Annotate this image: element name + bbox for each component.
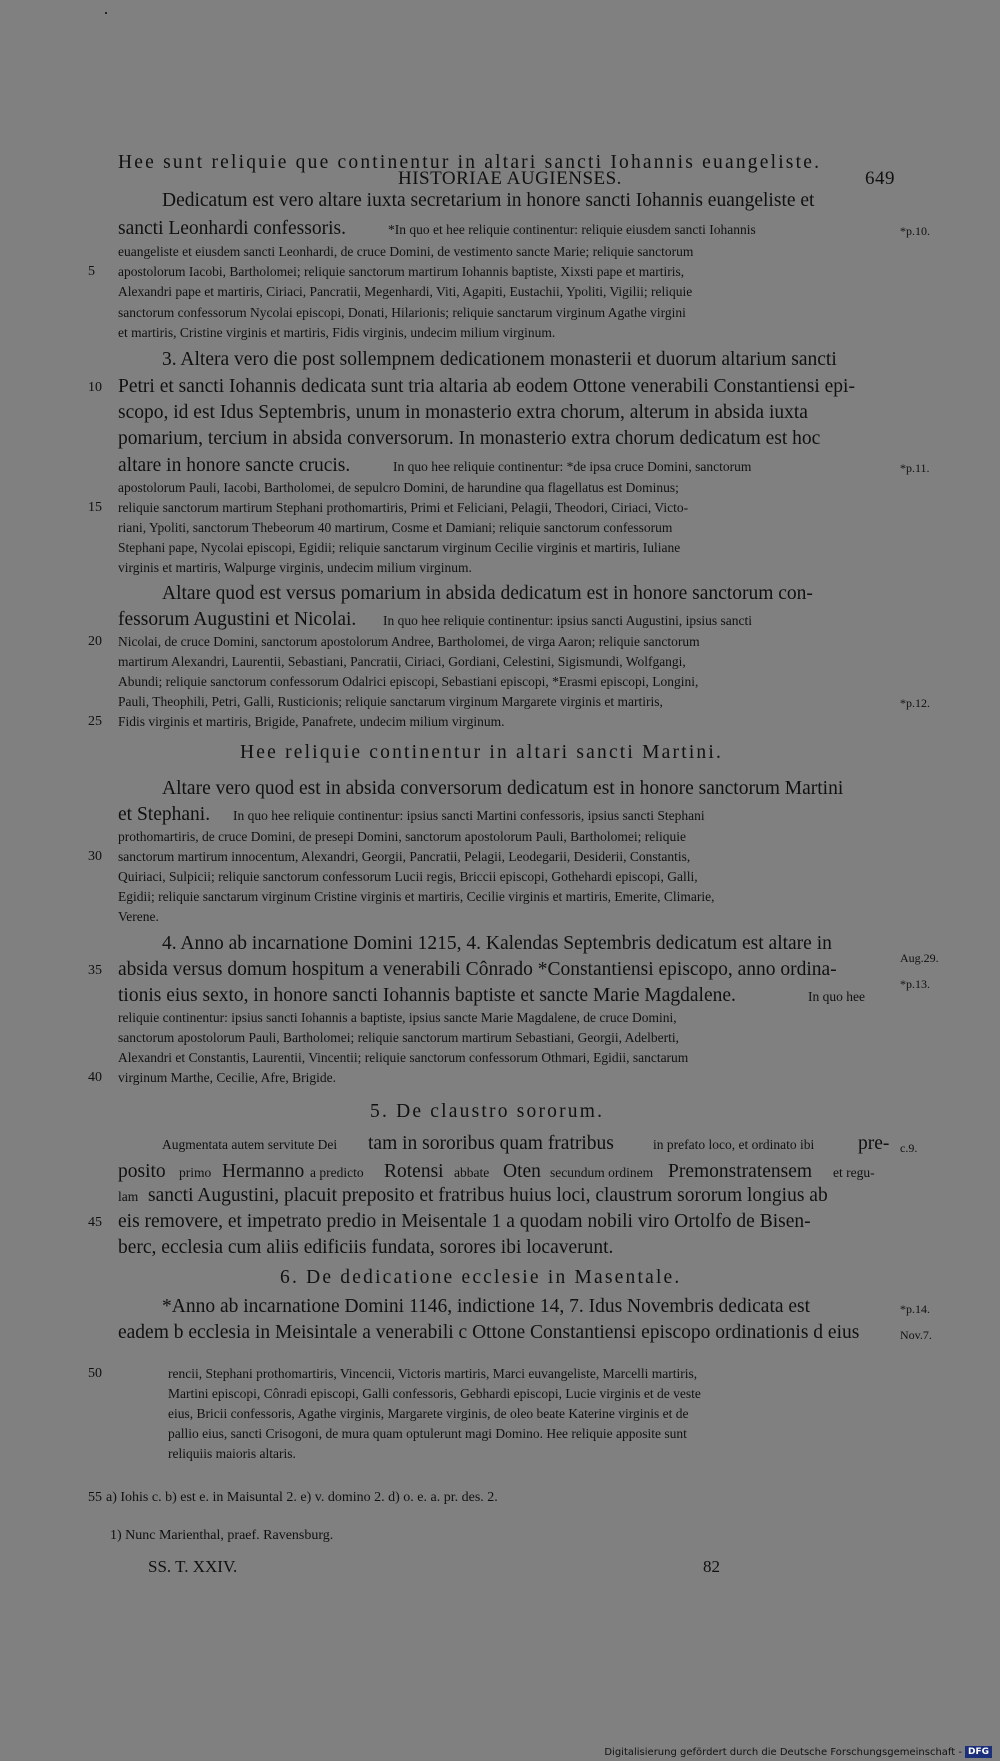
section-heading: 6. De dedicatione ecclesie in Masentale. xyxy=(280,1267,682,1288)
text-line: Verene. xyxy=(118,909,159,924)
text-line: abbate xyxy=(454,1165,490,1180)
text-line: pomarium, tercium in absida conversorum. In monasterio extra chorum dedicatum est hoc xyxy=(118,428,821,449)
text-line: In quo hee reliquie continentur: ipsius sancti Augustini, ipsius sancti xyxy=(383,613,752,628)
text-line: eius, Bricii confessoris, Agathe virginis, Margarete virginis, de oleo beate Katerine virginis et de xyxy=(168,1406,689,1421)
text-line: Alexandri pape et martiris, Ciriaci, Pancratii, Megenhardi, Viti, Agapiti, Eustachii, Ypoliti, Vigilii; reliquie xyxy=(118,284,693,299)
text-line: secundum ordinem xyxy=(550,1165,654,1180)
line-number: 45 xyxy=(88,1215,102,1230)
text-line: In quo hee xyxy=(808,989,865,1004)
text-line: In quo hee reliquie continentur: *de ipsa cruce Domini, sanctorum xyxy=(393,459,752,474)
text-line: *Anno ab incarnatione Domini 1146, indictione 14, 7. Idus Novembris dedicata est xyxy=(162,1296,811,1317)
scan-speck xyxy=(105,12,107,14)
footnote-variants-text: a) Iohis c. b) est e. in Maisuntal 2. e) v. domino 2. d) o. e. a. pr. des. 2. xyxy=(106,1490,498,1505)
text-line: sancti Leonhardi confessoris. xyxy=(118,218,346,239)
margin-note: c.9. xyxy=(900,1141,918,1155)
section-heading: Hee sunt reliquie que continentur in altari sancti Iohannis euangeliste. xyxy=(118,152,822,173)
text-line: prothomartiris, de cruce Domini, de presepi Domini, sanctorum apostolorum Pauli, Bartholomei; reliquie xyxy=(118,829,687,844)
text-line: rencii, Stephani prothomartiris, Vincencii, Victoris martiris, Marci euvangeliste, Marcelli martiris, xyxy=(168,1366,698,1381)
text-line: Dedicatum est vero altare iuxta secretarium in honore sancti Iohannis euangeliste et xyxy=(162,190,815,211)
text-line: Quiriaci, Sulpicii; reliquie sanctorum confessorum Lucii regis, Briccii episcopi, Gothehardi episcopi, Galli, xyxy=(118,869,698,884)
line-number: 40 xyxy=(88,1070,102,1085)
text-line: reliquie sanctorum martirum Stephani prothomartiris, Primi et Feliciani, Pelagii, Theodori, Ciriaci, Victo- xyxy=(118,500,689,515)
main-text xyxy=(118,0,900,1470)
text-line: Rotensi xyxy=(384,1161,444,1182)
text-line: tam in sororibus quam fratribus xyxy=(368,1133,614,1154)
text-line: eadem b ecclesia in Meisintale a venerabili c Ottone Constantiensi episcopo ordinationis d eius xyxy=(118,1322,860,1343)
text-line: reliquiis maioris altaris. xyxy=(168,1446,296,1461)
margin-note: *p.11. xyxy=(900,461,930,475)
text-line: martirum Alexandri, Laurentii, Sebastiani, Pancratii, Ciriaci, Gordiani, Celestini, Sigismundi, Wolfgangi, xyxy=(118,654,686,669)
digitization-credit xyxy=(604,1746,992,1758)
text-line: Stephani pape, Nycolai episcopi, Egidii; reliquie sanctarum virginum Cecilie virginis et martiris, Iuliane xyxy=(118,540,681,555)
text-line: sancti Augustini, placuit preposito et fratribus huius loci, claustrum sororum longius ab xyxy=(148,1185,828,1206)
footnote-1: 1) Nunc Marienthal, praef. Ravensburg. xyxy=(110,1528,334,1543)
text-line: Pauli, Theophili, Petri, Galli, Rusticionis; reliquie sanctarum virginum Margarete virginis et martiris, xyxy=(118,694,663,709)
text-line: Premonstratensem xyxy=(668,1161,813,1182)
section-heading: 5. De claustro sororum. xyxy=(370,1101,605,1122)
margin-note: *p.14. xyxy=(900,1302,930,1316)
credit-text: Digitalisierung gefördert durch die Deutsche Forschungsgemeinschaft - xyxy=(604,1746,962,1758)
text-line: et martiris, Cristine virginis et martiris, Fidis virginis, undecim milium virginum. xyxy=(118,325,556,340)
text-line: Nicolai, de cruce Domini, sanctorum apostolorum Andree, Bartholomei, de virga Aaron; reliquie sanctorum xyxy=(118,634,700,649)
line-number: 20 xyxy=(88,634,102,649)
text-line: sanctorum apostolorum Pauli, Bartholomei; reliquie sanctorum martirum Sebastiani, Georgii, Adelberti, xyxy=(118,1030,680,1045)
text-line: Alexandri et Constantis, Laurentii, Vincentii; reliquie sanctorum confessorum Othmari, Egidii, sanctarum xyxy=(118,1050,689,1065)
text-line: fessorum Augustini et Nicolai. xyxy=(118,609,357,630)
dfg-logo: DFG xyxy=(965,1746,992,1758)
text-line: berc, ecclesia cum aliis edificiis fundata, sorores ibi locaverunt. xyxy=(118,1237,614,1258)
text-line: sanctorum martirum innocentum, Alexandri, Georgii, Pancratii, Pelagii, Leodegarii, Desiderii, Constantis, xyxy=(118,849,691,864)
line-number: 5 xyxy=(88,264,95,279)
margin-note: Aug.29. xyxy=(900,951,939,965)
text-line: et regu- xyxy=(833,1165,875,1180)
text-line: Hermanno xyxy=(222,1161,305,1182)
text-line: in prefato loco, et ordinato ibi xyxy=(653,1137,815,1152)
line-number: 35 xyxy=(88,963,102,978)
text-line: Egidii; reliquie sanctarum virginum Cristine virginis et martiris, Cecilie virginis et martiris, Emerite, Climarie, xyxy=(118,889,715,904)
sheet-signature: SS. T. XXIV. xyxy=(148,1557,238,1576)
text-line: lam xyxy=(118,1189,139,1204)
text-line: sanctorum confessorum Nycolai episcopi, Donati, Hilarionis; reliquie sanctarum virginum Agathe virgini xyxy=(118,305,686,320)
line-number: 10 xyxy=(88,380,102,395)
text-line: *In quo et hee reliquie continentur: reliquie eiusdem sancti Iohannis xyxy=(388,222,756,237)
text-line: pre- xyxy=(858,1133,890,1154)
text-line: virginis et martiris, Walpurge virginis, undecim milium virginum. xyxy=(118,560,472,575)
text-line: posito xyxy=(118,1161,166,1182)
text-line: Martini episcopi, Cônradi episcopi, Galli confessoris, Gebhardi episcopi, Lucie virginis et de veste xyxy=(168,1386,701,1401)
text-line: Petri et sancti Iohannis dedicata sunt tria altaria ab eodem Ottone venerabili Constantiensi epi- xyxy=(118,376,855,397)
margin-note: *p.13. xyxy=(900,977,930,991)
line-number: 55 xyxy=(88,1490,102,1505)
text-line: riani, Ypoliti, sanctorum Thebeorum 40 martirum, Cosme et Damiani; reliquie sanctorum confessorum xyxy=(118,520,673,535)
text-line: euangeliste et eiusdem sancti Leonhardi, de cruce Domini, de vestimento sancte Marie; reliquie sanctorum xyxy=(118,244,694,259)
text-line: a predicto xyxy=(310,1165,364,1180)
text-line: altare in honore sancte crucis. xyxy=(118,455,351,476)
section-heading: Hee reliquie continentur in altari sancti Martini. xyxy=(240,742,724,763)
text-line: Altare vero quod est in absida conversorum dedicatum est in honore sanctorum Martini xyxy=(162,778,844,799)
text-line: Fidis virginis et martiris, Brigide, Panafrete, undecim milium virginum. xyxy=(118,714,505,729)
text-line: In quo hee reliquie continentur: ipsius sancti Martini confessoris, ipsius sancti Stephani xyxy=(233,808,705,823)
text-line: virginum Marthe, Cecilie, Afre, Brigide. xyxy=(118,1070,336,1085)
line-number: 15 xyxy=(88,500,102,515)
footnote-variants xyxy=(88,1490,498,1506)
text-line: Augmentata autem servitute Dei xyxy=(162,1137,338,1152)
text-line: Altare quod est versus pomarium in absida dedicatum est in honore sanctorum con- xyxy=(162,583,813,604)
text-line: apostolorum Iacobi, Bartholomei; reliquie sanctorum martirum Iohannis baptiste, Xixsti pape et martiris, xyxy=(118,264,685,279)
margin-note: Nov.7. xyxy=(900,1328,932,1342)
margin-note: *p.12. xyxy=(900,696,930,710)
text-line: tionis eius sexto, in honore sancti Iohannis baptiste et sancte Marie Magdalene. xyxy=(118,985,736,1006)
line-number: 30 xyxy=(88,849,102,864)
text-line: 3. Altera vero die post sollempnem dedicationem monasterii et duorum altarium sancti xyxy=(162,349,837,370)
text-line: eis removere, et impetrato predio in Meisentale 1 a quodam nobili viro Ortolfo de Bisen- xyxy=(118,1211,811,1232)
text-line: 4. Anno ab incarnatione Domini 1215, 4. Kalendas Septembris dedicatum est altare in xyxy=(162,933,832,954)
line-number: 50 xyxy=(88,1366,102,1381)
sheet-number: 82 xyxy=(703,1557,720,1576)
text-line: reliquie continentur: ipsius sancti Iohannis a baptiste, ipsius sancte Marie Magdalene, de cruce Domini, xyxy=(118,1010,677,1025)
page-number: 649 xyxy=(865,168,895,189)
text-line: apostolorum Pauli, Iacobi, Bartholomei, de sepulcro Domini, de harundine qua flagellatus est Dominus; xyxy=(118,480,679,495)
margin-note: *p.10. xyxy=(900,224,930,238)
text-line: primo xyxy=(179,1165,212,1180)
text-line: Oten xyxy=(503,1161,541,1182)
text-line: scopo, id est Idus Septembris, unum in monasterio extra chorum, alterum in absida iuxta xyxy=(118,402,808,423)
text-line: pallio eius, sancti Crisogoni, de mura quam optulerunt magi Domino. Hee reliquie apposite sunt xyxy=(168,1426,687,1441)
line-number: 25 xyxy=(88,714,102,729)
text-line: absida versus domum hospitum a venerabili Cônrado *Constantiensi episcopo, anno ordina- xyxy=(118,959,837,980)
running-title: HISTORIAE AUGIENSES. xyxy=(398,168,622,189)
text-line: Abundi; reliquie sanctorum confessorum Odalrici episcopi, Sebastiani episcopi, *Erasmi episcopi, Longini, xyxy=(118,674,699,689)
text-line: et Stephani. xyxy=(118,804,211,825)
